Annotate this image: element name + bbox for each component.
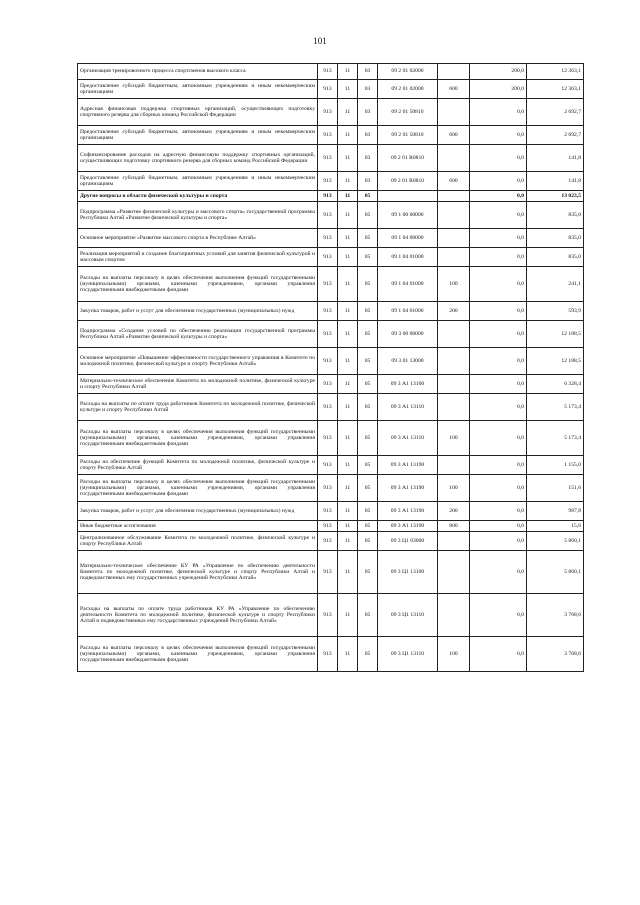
cell-v1: 0,0 [470, 502, 527, 521]
cell-csr: 09 2 01 50810 [378, 99, 438, 126]
cell-csr: 09 2 01 R0810 [378, 172, 438, 191]
cell-v2: 151,6 [527, 475, 584, 502]
cell-grbs: 913 [318, 421, 338, 456]
cell-csr: 09 2 01 02000 [378, 64, 438, 80]
cell-v2: 12 188,5 [527, 348, 584, 375]
table-row [78, 248, 584, 267]
cell-pr: 03 [358, 99, 378, 126]
cell-v2: 1 155,0 [527, 456, 584, 475]
table-row [78, 551, 584, 594]
cell-grbs: 913 [318, 64, 338, 80]
cell-vr: 100 [438, 267, 470, 302]
cell-name: Расходы на обеспечение функций Комитета по молодежной политике, физической культуре и спорту Республики Алтай [78, 456, 318, 475]
cell-v1: 0,0 [470, 551, 527, 594]
page-number: 101 [313, 36, 327, 46]
cell-csr [378, 191, 438, 202]
table-row [78, 172, 584, 191]
cell-v1: 0,0 [470, 532, 527, 551]
cell-csr: 09 1 04 01000 [378, 302, 438, 321]
cell-vr: 600 [438, 80, 470, 99]
cell-vr [438, 375, 470, 394]
cell-csr: 09 1 04 01000 [378, 267, 438, 302]
cell-name: Адресная финансовая поддержка спортивных организаций, осуществляющих подготовку спортивного резерва для сборных команд Российской Федерации [78, 99, 318, 126]
cell-v1: 0,0 [470, 394, 527, 421]
cell-csr: 09 3 А1 13190 [378, 475, 438, 502]
cell-v2: 5 173,4 [527, 421, 584, 456]
table-row [78, 99, 584, 126]
cell-rz: 11 [338, 532, 358, 551]
cell-csr: 09 1 04 01000 [378, 248, 438, 267]
cell-pr: 05 [358, 348, 378, 375]
table-row [78, 202, 584, 229]
cell-csr: 09 2 01 02000 [378, 80, 438, 99]
cell-rz: 11 [338, 126, 358, 145]
cell-vr [438, 456, 470, 475]
cell-v1: 0,0 [470, 229, 527, 248]
cell-csr: 09 3 00 00000 [378, 321, 438, 348]
cell-rz: 11 [338, 64, 358, 80]
cell-grbs: 913 [318, 248, 338, 267]
cell-grbs: 913 [318, 551, 338, 594]
table-row [78, 302, 584, 321]
cell-grbs: 913 [318, 594, 338, 637]
cell-v1: 0,0 [470, 475, 527, 502]
cell-rz: 11 [338, 594, 358, 637]
cell-rz: 11 [338, 229, 358, 248]
cell-pr: 05 [358, 202, 378, 229]
cell-pr: 05 [358, 532, 378, 551]
table-row [78, 375, 584, 394]
cell-vr [438, 394, 470, 421]
cell-name: Иные бюджетные ассигнования [78, 521, 318, 532]
cell-grbs: 913 [318, 521, 338, 532]
cell-pr: 05 [358, 456, 378, 475]
cell-pr: 05 [358, 321, 378, 348]
cell-grbs: 913 [318, 229, 338, 248]
cell-v2: 3 768,6 [527, 594, 584, 637]
cell-vr [438, 202, 470, 229]
cell-rz: 11 [338, 172, 358, 191]
cell-v2: 12 188,5 [527, 321, 584, 348]
cell-rz: 11 [338, 456, 358, 475]
cell-name: Организация тренировочного процесса спортсменов высокого класса [78, 64, 318, 80]
cell-pr: 03 [358, 64, 378, 80]
cell-grbs: 913 [318, 637, 338, 672]
cell-grbs: 913 [318, 267, 338, 302]
cell-rz: 11 [338, 248, 358, 267]
cell-rz: 11 [338, 394, 358, 421]
table-row [78, 126, 584, 145]
cell-name: Предоставление субсидий бюджетным, автономным учреждениям и иным некоммерческим организациям [78, 172, 318, 191]
cell-grbs: 913 [318, 202, 338, 229]
cell-name: Расходы на выплаты по оплате труда работников КУ РА «Управление по обеспечению деятельности Комитета по молодежной политике, физической культуре и спорту Республики Алтай и подведомственных ему государственных учреждений Республики Алтай» [78, 594, 318, 637]
cell-grbs: 913 [318, 321, 338, 348]
cell-csr: 09 3 Ц1 13110 [378, 594, 438, 637]
cell-name: Расходы на выплаты персоналу в целях обеспечения выполнения функций государственными (муниципальными) органами, казенными учреждениями, органами управления государственными внебюджетными фондами [78, 267, 318, 302]
cell-pr: 03 [358, 145, 378, 172]
cell-grbs: 913 [318, 456, 338, 475]
cell-v1: 0,0 [470, 594, 527, 637]
cell-vr: 100 [438, 421, 470, 456]
cell-grbs: 913 [318, 99, 338, 126]
cell-pr: 05 [358, 229, 378, 248]
cell-vr [438, 551, 470, 594]
cell-v2: 835,0 [527, 248, 584, 267]
cell-csr: 09 3 Ц1 03000 [378, 532, 438, 551]
cell-pr: 05 [358, 637, 378, 672]
cell-csr: 09 2 01 R0810 [378, 145, 438, 172]
cell-pr: 03 [358, 126, 378, 145]
cell-v1: 0,0 [470, 321, 527, 348]
cell-pr: 05 [358, 475, 378, 502]
table-row [78, 637, 584, 672]
cell-rz: 11 [338, 145, 358, 172]
table-row [78, 191, 584, 202]
cell-csr: 09 3 А1 13190 [378, 456, 438, 475]
cell-v1: 0,0 [470, 145, 527, 172]
cell-v1: 200,0 [470, 80, 527, 99]
cell-rz: 11 [338, 80, 358, 99]
table-row [78, 348, 584, 375]
cell-name: Предоставление субсидий бюджетным, автономным учреждениям и иным некоммерческим организациям [78, 126, 318, 145]
cell-vr [438, 532, 470, 551]
cell-rz: 11 [338, 521, 358, 532]
cell-rz: 11 [338, 551, 358, 594]
cell-v2: 3 768,6 [527, 637, 584, 672]
cell-csr: 09 3 А1 13190 [378, 521, 438, 532]
cell-rz: 11 [338, 267, 358, 302]
cell-v1: 0,0 [470, 248, 527, 267]
cell-pr: 05 [358, 267, 378, 302]
cell-csr: 09 2 01 50810 [378, 126, 438, 145]
cell-rz: 11 [338, 99, 358, 126]
cell-v1: 0,0 [470, 202, 527, 229]
table-row [78, 502, 584, 521]
cell-name: Централизованное обслуживание Комитета по молодежной политике, физической культуре и спорту Республики Алтай [78, 532, 318, 551]
cell-name: Софинансирование расходов на адресную финансовую поддержку спортивных организаций, осуществляющих подготовку спортивного резерва для сборных команд Российской Федерации [78, 145, 318, 172]
cell-vr: 100 [438, 475, 470, 502]
cell-grbs: 913 [318, 375, 338, 394]
table-row [78, 475, 584, 502]
table-row [78, 456, 584, 475]
cell-name: Подпрограмма «Создание условий по обеспечению реализации государственной программы Республики Алтай «Развитие физической культуры и спорта» [78, 321, 318, 348]
cell-name: Подпрограмма «Развитие физической культуры и массового спорта» государственной программы Республики Алтай «Развитие физической культуры и спорта» [78, 202, 318, 229]
cell-pr: 05 [358, 191, 378, 202]
cell-rz: 11 [338, 191, 358, 202]
cell-grbs: 913 [318, 394, 338, 421]
cell-rz: 11 [338, 302, 358, 321]
table-row [78, 532, 584, 551]
cell-vr [438, 145, 470, 172]
cell-v1: 0,0 [470, 267, 527, 302]
cell-v2: 5 860,1 [527, 551, 584, 594]
table-row [78, 145, 584, 172]
cell-v2: 13 023,5 [527, 191, 584, 202]
cell-name: Реализация мероприятий и создание благоприятных условий для занятия физической культурой и массовым спортом [78, 248, 318, 267]
cell-v1: 0,0 [470, 126, 527, 145]
cell-name: Расходы на выплаты персоналу в целях обеспечения выполнения функций государственными (муниципальными) органами, казенными учреждениями, органами управления государственными внебюджетными фондами [78, 421, 318, 456]
table-row [78, 321, 584, 348]
cell-v2: 835,0 [527, 202, 584, 229]
cell-grbs: 913 [318, 302, 338, 321]
cell-pr: 05 [358, 421, 378, 456]
cell-name: Основное мероприятие «Повышение эффективности государственного управления в Комитете по молодежной политике, физической культуре и спорту Республики Алтай» [78, 348, 318, 375]
cell-csr: 09 1 00 00000 [378, 202, 438, 229]
cell-vr: 800 [438, 521, 470, 532]
cell-vr: 600 [438, 126, 470, 145]
cell-vr [438, 594, 470, 637]
cell-name: Материально-техническое обеспечение Комитета по молодежной политике, физической культуре и спорту Республики Алтай [78, 375, 318, 394]
cell-pr: 05 [358, 521, 378, 532]
cell-v1: 0,0 [470, 521, 527, 532]
cell-pr: 05 [358, 502, 378, 521]
cell-v1: 200,0 [470, 64, 527, 80]
budget-table [77, 63, 584, 672]
cell-v1: 0,0 [470, 637, 527, 672]
cell-rz: 11 [338, 202, 358, 229]
cell-vr [438, 348, 470, 375]
cell-v2: 141,8 [527, 172, 584, 191]
cell-pr: 05 [358, 394, 378, 421]
cell-pr: 05 [358, 551, 378, 594]
cell-grbs: 913 [318, 191, 338, 202]
cell-v2: 5 860,1 [527, 532, 584, 551]
table-row [78, 394, 584, 421]
cell-name: Основное мероприятие «Развитие массового спорта в Республике Алтай» [78, 229, 318, 248]
cell-vr: 200 [438, 302, 470, 321]
table-row [78, 521, 584, 532]
cell-vr [438, 321, 470, 348]
cell-v1: 0,0 [470, 375, 527, 394]
cell-name: Материально-техническое обеспечение КУ РА «Управление по обеспечению деятельности Комитета по молодежной политике, физической культуре и спорту Республики Алтай и подведомственных ему государственных учреждений Республики Алтай» [78, 551, 318, 594]
cell-rz: 11 [338, 348, 358, 375]
cell-v2: 5 173,4 [527, 394, 584, 421]
cell-name: Расходы на выплаты персоналу в целях обеспечения выполнения функций государственными (муниципальными) органами, казенными учреждениями, органами управления государственными внебюджетными фондами [78, 637, 318, 672]
cell-grbs: 913 [318, 475, 338, 502]
cell-grbs: 913 [318, 145, 338, 172]
cell-vr: 200 [438, 502, 470, 521]
table-row [78, 229, 584, 248]
cell-csr: 09 3 Ц1 13100 [378, 551, 438, 594]
cell-v2: 12 363,1 [527, 80, 584, 99]
cell-v2: 15,6 [527, 521, 584, 532]
cell-rz: 11 [338, 502, 358, 521]
cell-v1: 0,0 [470, 172, 527, 191]
cell-vr [438, 229, 470, 248]
cell-rz: 11 [338, 375, 358, 394]
cell-rz: 11 [338, 321, 358, 348]
cell-csr: 09 3 Ц1 13110 [378, 637, 438, 672]
cell-v2: 987,8 [527, 502, 584, 521]
cell-name: Закупка товаров, работ и услуг для обеспечения государственных (муниципальных) нужд [78, 502, 318, 521]
cell-grbs: 913 [318, 348, 338, 375]
cell-v2: 2 692,7 [527, 99, 584, 126]
cell-grbs: 913 [318, 532, 338, 551]
cell-v1: 0,0 [470, 191, 527, 202]
cell-grbs: 913 [318, 172, 338, 191]
cell-v2: 12 363,1 [527, 64, 584, 80]
cell-v1: 0,0 [470, 421, 527, 456]
cell-name: Расходы на выплаты персоналу в целях обеспечения выполнения функций государственными (муниципальными) органами, казенными учреждениями, органами управления государственными внебюджетными фондами [78, 475, 318, 502]
cell-csr: 09 3 А1 13190 [378, 502, 438, 521]
cell-csr: 09 3 А1 13100 [378, 375, 438, 394]
cell-vr [438, 99, 470, 126]
cell-v1: 0,0 [470, 348, 527, 375]
cell-csr: 09 3 01 13000 [378, 348, 438, 375]
cell-vr [438, 248, 470, 267]
cell-pr: 05 [358, 375, 378, 394]
cell-v2: 835,0 [527, 229, 584, 248]
cell-pr: 05 [358, 248, 378, 267]
cell-name: Другие вопросы в области физической культуры и спорта [78, 191, 318, 202]
cell-grbs: 913 [318, 502, 338, 521]
cell-csr: 09 1 04 00000 [378, 229, 438, 248]
cell-v2: 593,9 [527, 302, 584, 321]
table-row [78, 421, 584, 456]
table-row [78, 80, 584, 99]
cell-name: Предоставление субсидий бюджетным, автономным учреждениям и иным некоммерческим организациям [78, 80, 318, 99]
cell-pr: 03 [358, 172, 378, 191]
cell-rz: 11 [338, 637, 358, 672]
cell-vr [438, 64, 470, 80]
cell-vr: 100 [438, 637, 470, 672]
cell-csr: 09 3 А1 13110 [378, 421, 438, 456]
cell-v2: 141,8 [527, 145, 584, 172]
cell-pr: 03 [358, 80, 378, 99]
cell-pr: 05 [358, 302, 378, 321]
cell-grbs: 913 [318, 80, 338, 99]
cell-csr: 09 3 А1 13110 [378, 394, 438, 421]
table-row [78, 64, 584, 80]
cell-name: Расходы на выплаты по оплате труда работников Комитета по молодежной политике, физической культуре и спорту Республики Алтай [78, 394, 318, 421]
cell-vr: 600 [438, 172, 470, 191]
cell-name: Закупка товаров, работ и услуг для обеспечения государственных (муниципальных) нужд [78, 302, 318, 321]
cell-v1: 0,0 [470, 302, 527, 321]
cell-pr: 05 [358, 594, 378, 637]
cell-v2: 6 328,4 [527, 375, 584, 394]
cell-v2: 2 692,7 [527, 126, 584, 145]
cell-rz: 11 [338, 421, 358, 456]
cell-rz: 11 [338, 475, 358, 502]
table-row [78, 267, 584, 302]
cell-grbs: 913 [318, 126, 338, 145]
cell-v1: 0,0 [470, 99, 527, 126]
cell-v1: 0,0 [470, 456, 527, 475]
table-row [78, 594, 584, 637]
cell-vr [438, 191, 470, 202]
cell-v2: 241,1 [527, 267, 584, 302]
